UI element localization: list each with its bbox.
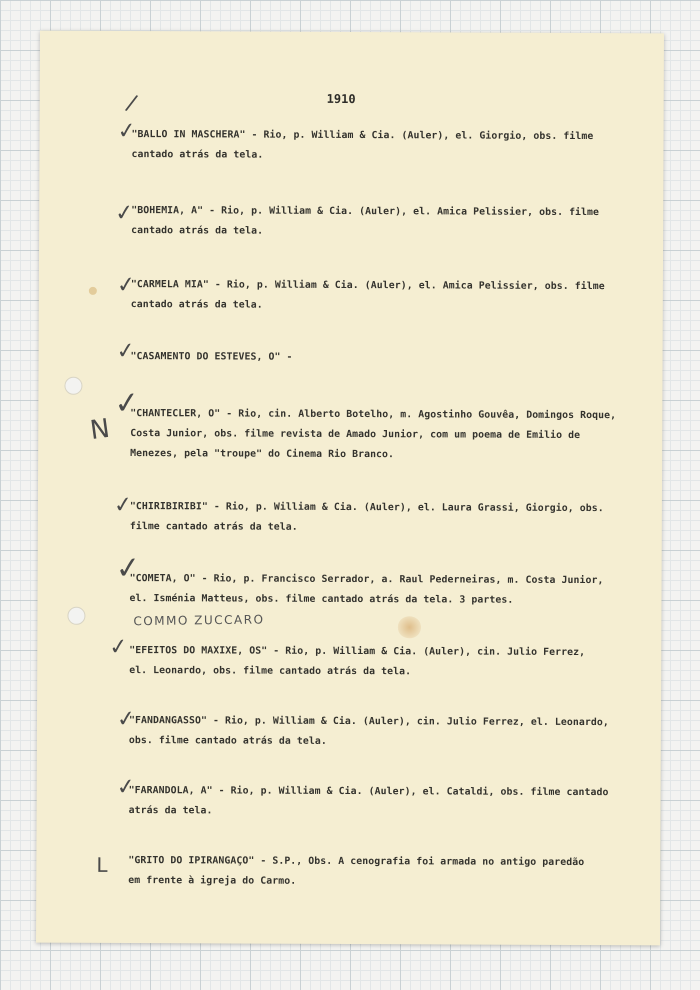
check-mark-icon: ✓: [115, 774, 137, 801]
document-page: [36, 31, 664, 946]
check-mark-icon: ✓: [108, 634, 129, 661]
handwritten-note: COMMO ZUCCARO: [133, 612, 265, 629]
entry-chiribiribi: "CHIRIBIRIBI" - Rio, p. William & Cia. (Auler), el. Laura Grassi, Giorgio, obs. filme cantado atrás da tela.: [129, 501, 604, 533]
check-mark-icon: ✓: [115, 338, 137, 365]
check-mark-icon: ✓: [112, 384, 142, 423]
entry-fandangasso: "FANDANGASSO" - Rio, p. William & Cia. (Auler), cin. Julio Ferrez, el. Leonardo, obs. filme cantado atrás da tela.: [128, 715, 609, 747]
check-mark-icon: ✓: [113, 549, 143, 588]
entry-cometa: "COMETA, O" - Rio, p. Francisco Serrador, a. Raul Pederneiras, m. Costa Junior, el. Isménia Matteus, obs. filme cantado atrás da tela. 3 partes.: [129, 573, 604, 606]
entry-chantecler: "CHANTECLER, O" - Rio, cin. Alberto Botelho, m. Agostinho Gouvêa, Domingos Roque, Costa Junior, obs. filme revista de Amado Junior, com um poema de Emilio de Menezes, pela "troupe" do Cinema Rio Branco.: [130, 408, 617, 461]
entry-casamento-do-esteves: "CASAMENTO DO ESTEVES, O" -: [130, 351, 293, 363]
margin-letter-n: N: [88, 413, 112, 447]
entry-ballo-in-maschera: "BALLO IN MASCHERA" - Rio, p. William & Cia. (Auler), el. Giorgio, obs. filme cantado atrás da tela.: [131, 129, 594, 161]
margin-letter-l: L: [96, 852, 108, 877]
punch-hole-top: [64, 377, 82, 395]
paper-stain: [397, 616, 421, 638]
entry-efeitos-do-maxixe: "EFEITOS DO MAXIXE, OS" - Rio, p. William & Cia. (Auler), cin. Julio Ferrez, el. Leonardo, obs. filme cantado atrás da tela.: [129, 645, 586, 678]
entry-bohemia: "BOHEMIA, A" - Rio, p. William & Cia. (Auler), el. Amica Pelissier, obs. filme cantado atrás da tela.: [131, 205, 600, 237]
check-mark-icon: ✓: [115, 272, 137, 299]
check-mark-icon: ✓: [112, 492, 134, 519]
paper-stain: [89, 287, 97, 295]
check-mark-icon: ✓: [115, 706, 137, 733]
check-mark-icon: ✓: [116, 118, 138, 145]
entry-grito-do-ipirangaco: "GRITO DO IPIRANGAÇO" - S.P., Obs. A cenografia foi armada no antigo paredão em frente à igreja do Carmo.: [128, 855, 585, 887]
page-year-heading: 1910: [326, 91, 356, 107]
slash-mark-icon: /: [123, 90, 140, 117]
check-mark-icon: ✓: [113, 200, 135, 227]
punch-hole-bottom: [67, 607, 85, 625]
entry-carmela-mia: "CARMELA MIA" - Rio, p. William & Cia. (Auler), el. Amica Pelissier, obs. filme cantado atrás da tela.: [130, 279, 605, 311]
entry-farandola: "FARANDOLA, A" - Rio, p. William & Cia. (Auler), el. Cataldi, obs. filme cantado atrás da tela.: [128, 785, 609, 817]
